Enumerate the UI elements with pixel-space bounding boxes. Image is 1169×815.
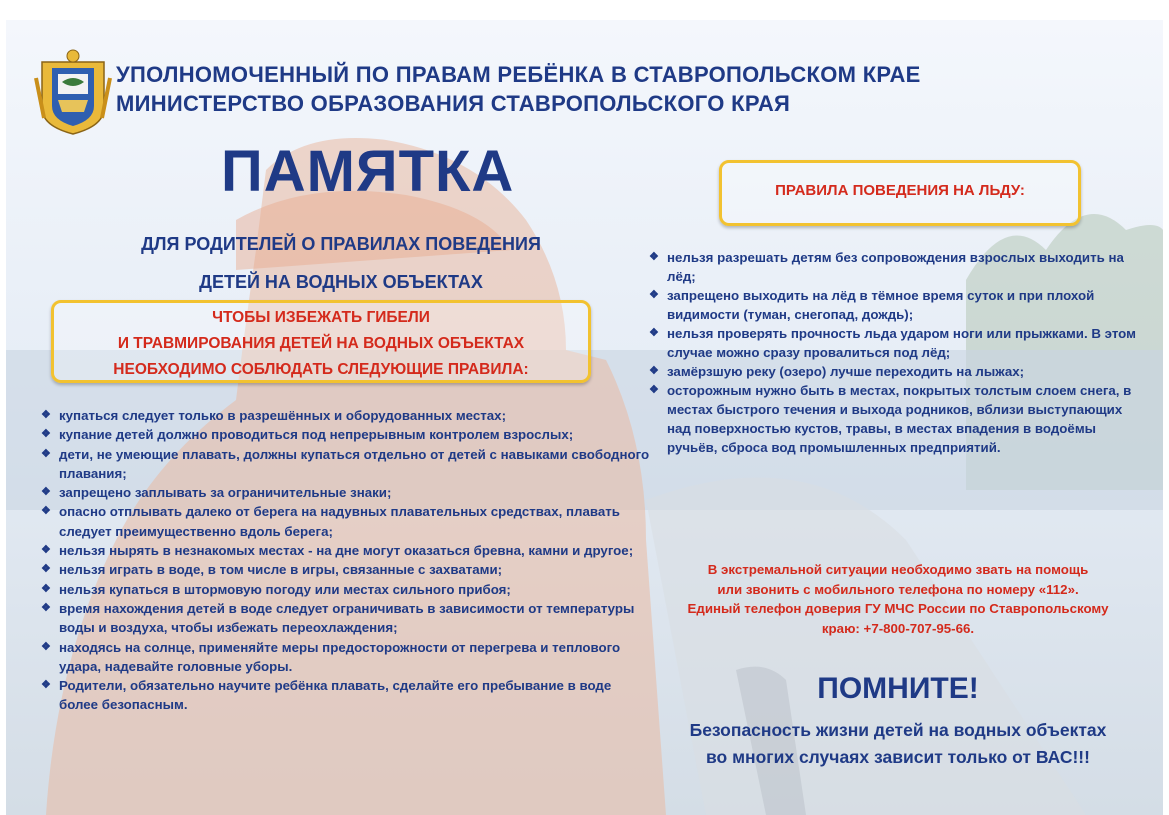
list-item: ❖ замёрзшую реку (озеро) лучше переходить на лыжах; (649, 362, 1149, 381)
poster (6, 20, 1163, 815)
header-line-2: МИНИСТЕРСТВО ОБРАЗОВАНИЯ СТАВРОПОЛЬСКОГО КРАЯ (116, 91, 791, 116)
list-item: ❖ дети, не умеющие плавать, должны купаться отдельно от детей с навыками свободного плавания; (41, 445, 651, 484)
list-item: ❖ купание детей должно проводиться под непрерывным контролем взрослых; (41, 425, 651, 444)
list-item: ❖ нельзя нырять в незнакомых местах - на дне могут оказаться бревна, камни и другое; (41, 541, 651, 560)
subtitle-line-2: ДЕТЕЙ НА ВОДНЫХ ОБЪЕКТАХ (199, 272, 483, 292)
list-item: ❖ запрещено заплывать за ограничительные знаки; (41, 483, 651, 502)
water-heading-line-1: ЧТОБЫ ИЗБЕЖАТЬ ГИБЕЛИ (212, 309, 430, 326)
ice-rules-list (649, 248, 1149, 457)
list-item: ❖ запрещено выходить на лёд в тёмное время суток и при плохой видимости (туман, снегопад, дождь); (649, 286, 1149, 324)
ice-rules-heading: ПРАВИЛА ПОВЕДЕНИЯ НА ЛЬДУ: (775, 182, 1025, 199)
ice-rules-heading-box (719, 160, 1081, 226)
water-heading-line-3: НЕОБХОДИМО СОБЛЮДАТЬ СЛЕДУЮЩИЕ ПРАВИЛА: (113, 361, 529, 378)
subtitle (121, 225, 561, 301)
header (116, 60, 921, 118)
water-heading-line-2: И ТРАВМИРОВАНИЯ ДЕТЕЙ НА ВОДНЫХ ОБЪЕКТАХ (117, 335, 525, 352)
list-item: ❖ опасно отплывать далеко от берега на надувных плавательных средствах, плавать следует преимущественно вдоль берега; (41, 502, 651, 541)
list-item: ❖ осторожным нужно быть в местах, покрытых толстым слоем снега, в местах быстрого течения и выхода родников, вблизи выступающих над поверхностью кустов, травы, в местах впадения в водоёмы ручьёв, сброса вод промышленных предприятий. (649, 381, 1149, 457)
emergency-line-1: В экстремальной ситуации необходимо звать на помощь (707, 562, 1089, 577)
remember-heading: ПОМНИТЕ! (817, 672, 979, 705)
list-item: ❖ купаться следует только в разрешённых и оборудованных местах; (41, 406, 651, 425)
coat-of-arms-icon (34, 48, 112, 136)
final-message (642, 717, 1154, 771)
header-line-1: УПОЛНОМОЧЕННЫЙ ПО ПРАВАМ РЕБЁНКА В СТАВРОПОЛЬСКОМ КРАЕ (116, 62, 921, 87)
emergency-info (642, 560, 1154, 638)
list-item: ❖ время нахождения детей в воде следует ограничивать в зависимости от температуры воды и воздуха, чтобы избежать переохлаждения; (41, 599, 651, 638)
final-line-2: во многих случаях зависит только от ВАС!!! (706, 747, 1090, 767)
water-rules-list (41, 406, 651, 715)
final-line-1: Безопасность жизни детей на водных объектах (689, 720, 1107, 740)
list-item: ❖ находясь на солнце, применяйте меры предосторожности от перегрева и теплового удара, надевайте головные уборы. (41, 638, 651, 677)
list-item: ❖ Родители, обязательно научите ребёнка плавать, сделайте его пребывание в воде более безопасным. (41, 676, 651, 715)
emergency-line-4: краю: +7-800-707-95-66. (821, 620, 975, 636)
emergency-line-3: Единый телефон доверия ГУ МЧС России по Ставропольскому (687, 601, 1109, 616)
subtitle-line-1: ДЛЯ РОДИТЕЛЕЙ О ПРАВИЛАХ ПОВЕДЕНИЯ (141, 234, 541, 254)
list-item: ❖ нельзя разрешать детям без сопровождения взрослых выходить на лёд; (649, 248, 1149, 286)
page-title: ПАМЯТКА (221, 139, 515, 204)
list-item: ❖ нельзя купаться в штормовую погоду или местах сильного прибоя; (41, 580, 651, 599)
emergency-line-2: или звонить с мобильного телефона по номеру «112». (717, 581, 1079, 597)
list-item: ❖ нельзя играть в воде, в том числе в игры, связанные с захватами; (41, 560, 651, 579)
list-item: ❖ нельзя проверять прочность льда ударом ноги или прыжками. В этом случае можно сразу провалиться под лёд; (649, 324, 1149, 362)
water-rules-heading-box (51, 300, 591, 383)
